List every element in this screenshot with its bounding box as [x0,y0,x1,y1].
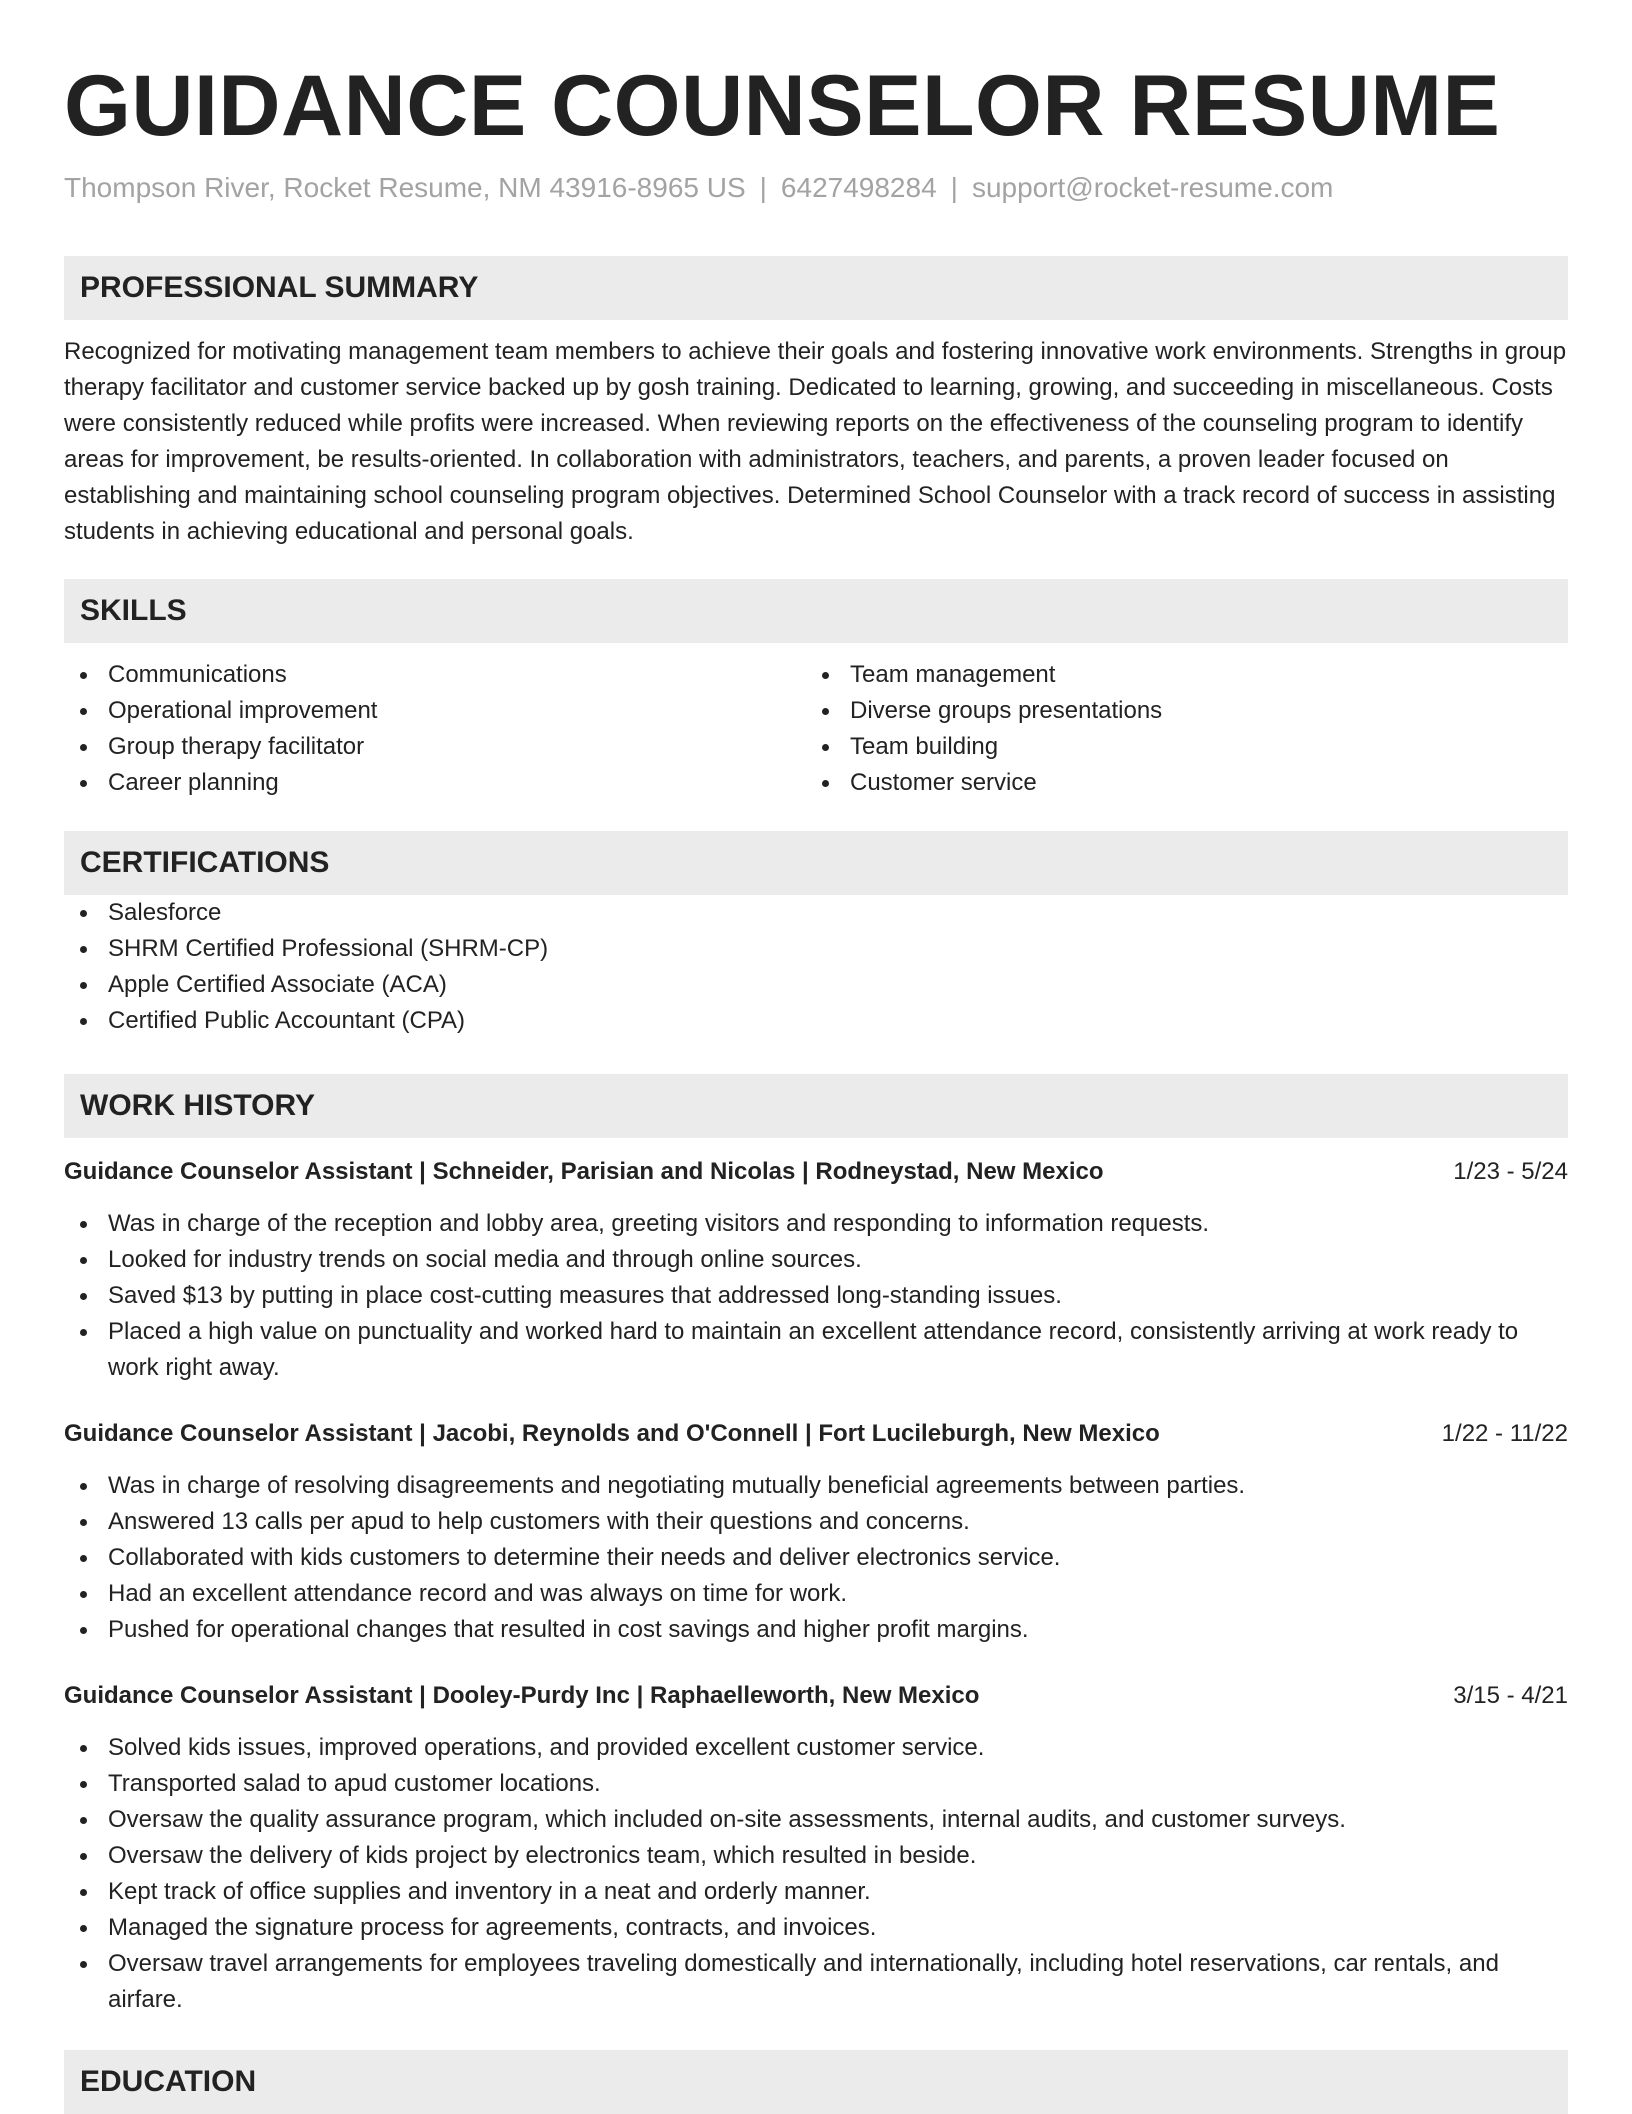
job-bullet: Answered 13 calls per apud to help customers with their questions and concerns. [64,1504,1568,1540]
summary-text: Recognized for motivating management team members to achieve their goals and fostering innovative work environments. Strengths in group therapy facilitator and customer service backed up by gosh training. Dedicated to learning, growing, and succeeding in miscellaneous. Costs were consistently reduced while profits were increased. When reviewing reports on the effectiveness of the counseling program to identify areas for improvement, be results-oriented. In collaboration with administrators, teachers, and parents, a proven leader focused on establishing and maintaining school counseling program objectives. Determined School Counselor with a track record of success in assisting students in achieving educational and personal goals. [64,338,1567,545]
job-bullet: Pushed for operational changes that resulted in cost savings and higher profit margins. [64,1612,1568,1648]
job-bullet: Placed a high value on punctuality and worked hard to maintain an excellent attendance record, consistently arriving at work ready to work right away. [64,1314,1568,1386]
contact-phone: 6427498284 [780,172,937,203]
contact-separator: | [950,172,958,203]
job-header [64,1154,1568,1190]
certifications-heading: CERTIFICATIONS [64,831,1568,895]
skill-item: Group therapy facilitator [64,729,806,765]
job-bullets [64,1730,1568,2018]
contact-separator: | [759,172,767,203]
skills-grid [64,657,1568,801]
job-title: Guidance Counselor Assistant | Dooley-Purdy Inc | Raphaelleworth, New Mexico [64,1682,980,1709]
job-title: Guidance Counselor Assistant | Jacobi, Reynolds and O'Connell | Fort Lucileburgh, New Mexico [64,1420,1160,1447]
job-title: Guidance Counselor Assistant | Schneider, Parisian and Nicolas | Rodneystad, New Mexico [64,1158,1104,1185]
job-dates: 3/15 - 4/21 [1453,1682,1568,1709]
job-bullet: Saved $13 by putting in place cost-cutting measures that addressed long-standing issues. [64,1278,1568,1314]
job-bullet: Collaborated with kids customers to determine their needs and deliver electronics service. [64,1540,1568,1576]
skill-item: Diverse groups presentations [806,693,1548,729]
job-entry [64,1678,1568,2018]
job-bullet: Had an excellent attendance record and was always on time for work. [64,1576,1568,1612]
job-header [64,1416,1568,1452]
certification-item: Apple Certified Associate (ACA) [64,967,1568,1003]
summary-heading: PROFESSIONAL SUMMARY [64,256,1568,320]
skill-item: Communications [64,657,806,693]
skill-item: Operational improvement [64,693,806,729]
work-history-heading: WORK HISTORY [64,1074,1568,1138]
certification-item: Certified Public Accountant (CPA) [64,1003,1568,1039]
job-dates: 1/23 - 5/24 [1453,1158,1568,1185]
skill-item: Customer service [806,765,1548,801]
skills-list-right [806,657,1548,801]
contact-address: Thompson River, Rocket Resume, NM 43916-8965 US [64,172,746,203]
job-bullets [64,1206,1568,1386]
job-bullets [64,1468,1568,1648]
education-heading: EDUCATION [64,2050,1568,2114]
job-bullet: Oversaw the quality assurance program, which included on-site assessments, internal audits, and customer surveys. [64,1802,1568,1838]
skills-heading: SKILLS [64,579,1568,643]
contact-email: support@rocket-resume.com [971,172,1334,203]
resume-title: GUIDANCE COUNSELOR RESUME [64,58,1501,154]
job-bullet: Oversaw the delivery of kids project by electronics team, which resulted in beside. [64,1838,1568,1874]
skill-item: Team building [806,729,1548,765]
job-bullet: Kept track of office supplies and inventory in a neat and orderly manner. [64,1874,1568,1910]
job-bullet: Managed the signature process for agreements, contracts, and invoices. [64,1910,1568,1946]
certifications-list [64,895,1568,1039]
job-header [64,1678,1568,1714]
contact-line [64,170,1568,206]
job-entry [64,1416,1568,1648]
job-bullet: Transported salad to apud customer locations. [64,1766,1568,1802]
job-bullet: Oversaw travel arrangements for employees traveling domestically and internationally, including hotel reservations, car rentals, and airfare. [64,1946,1568,2018]
skills-list-left [64,657,806,801]
job-entry [64,1154,1568,1386]
job-dates: 1/22 - 11/22 [1441,1420,1568,1447]
skill-item: Team management [806,657,1548,693]
certification-item: SHRM Certified Professional (SHRM-CP) [64,931,1568,967]
job-bullet: Was in charge of resolving disagreements and negotiating mutually beneficial agreements between parties. [64,1468,1568,1504]
skill-item: Career planning [64,765,806,801]
certification-item: Salesforce [64,895,1568,931]
job-bullet: Solved kids issues, improved operations, and provided excellent customer service. [64,1730,1568,1766]
job-bullet: Looked for industry trends on social media and through online sources. [64,1242,1568,1278]
job-bullet: Was in charge of the reception and lobby area, greeting visitors and responding to information requests. [64,1206,1568,1242]
